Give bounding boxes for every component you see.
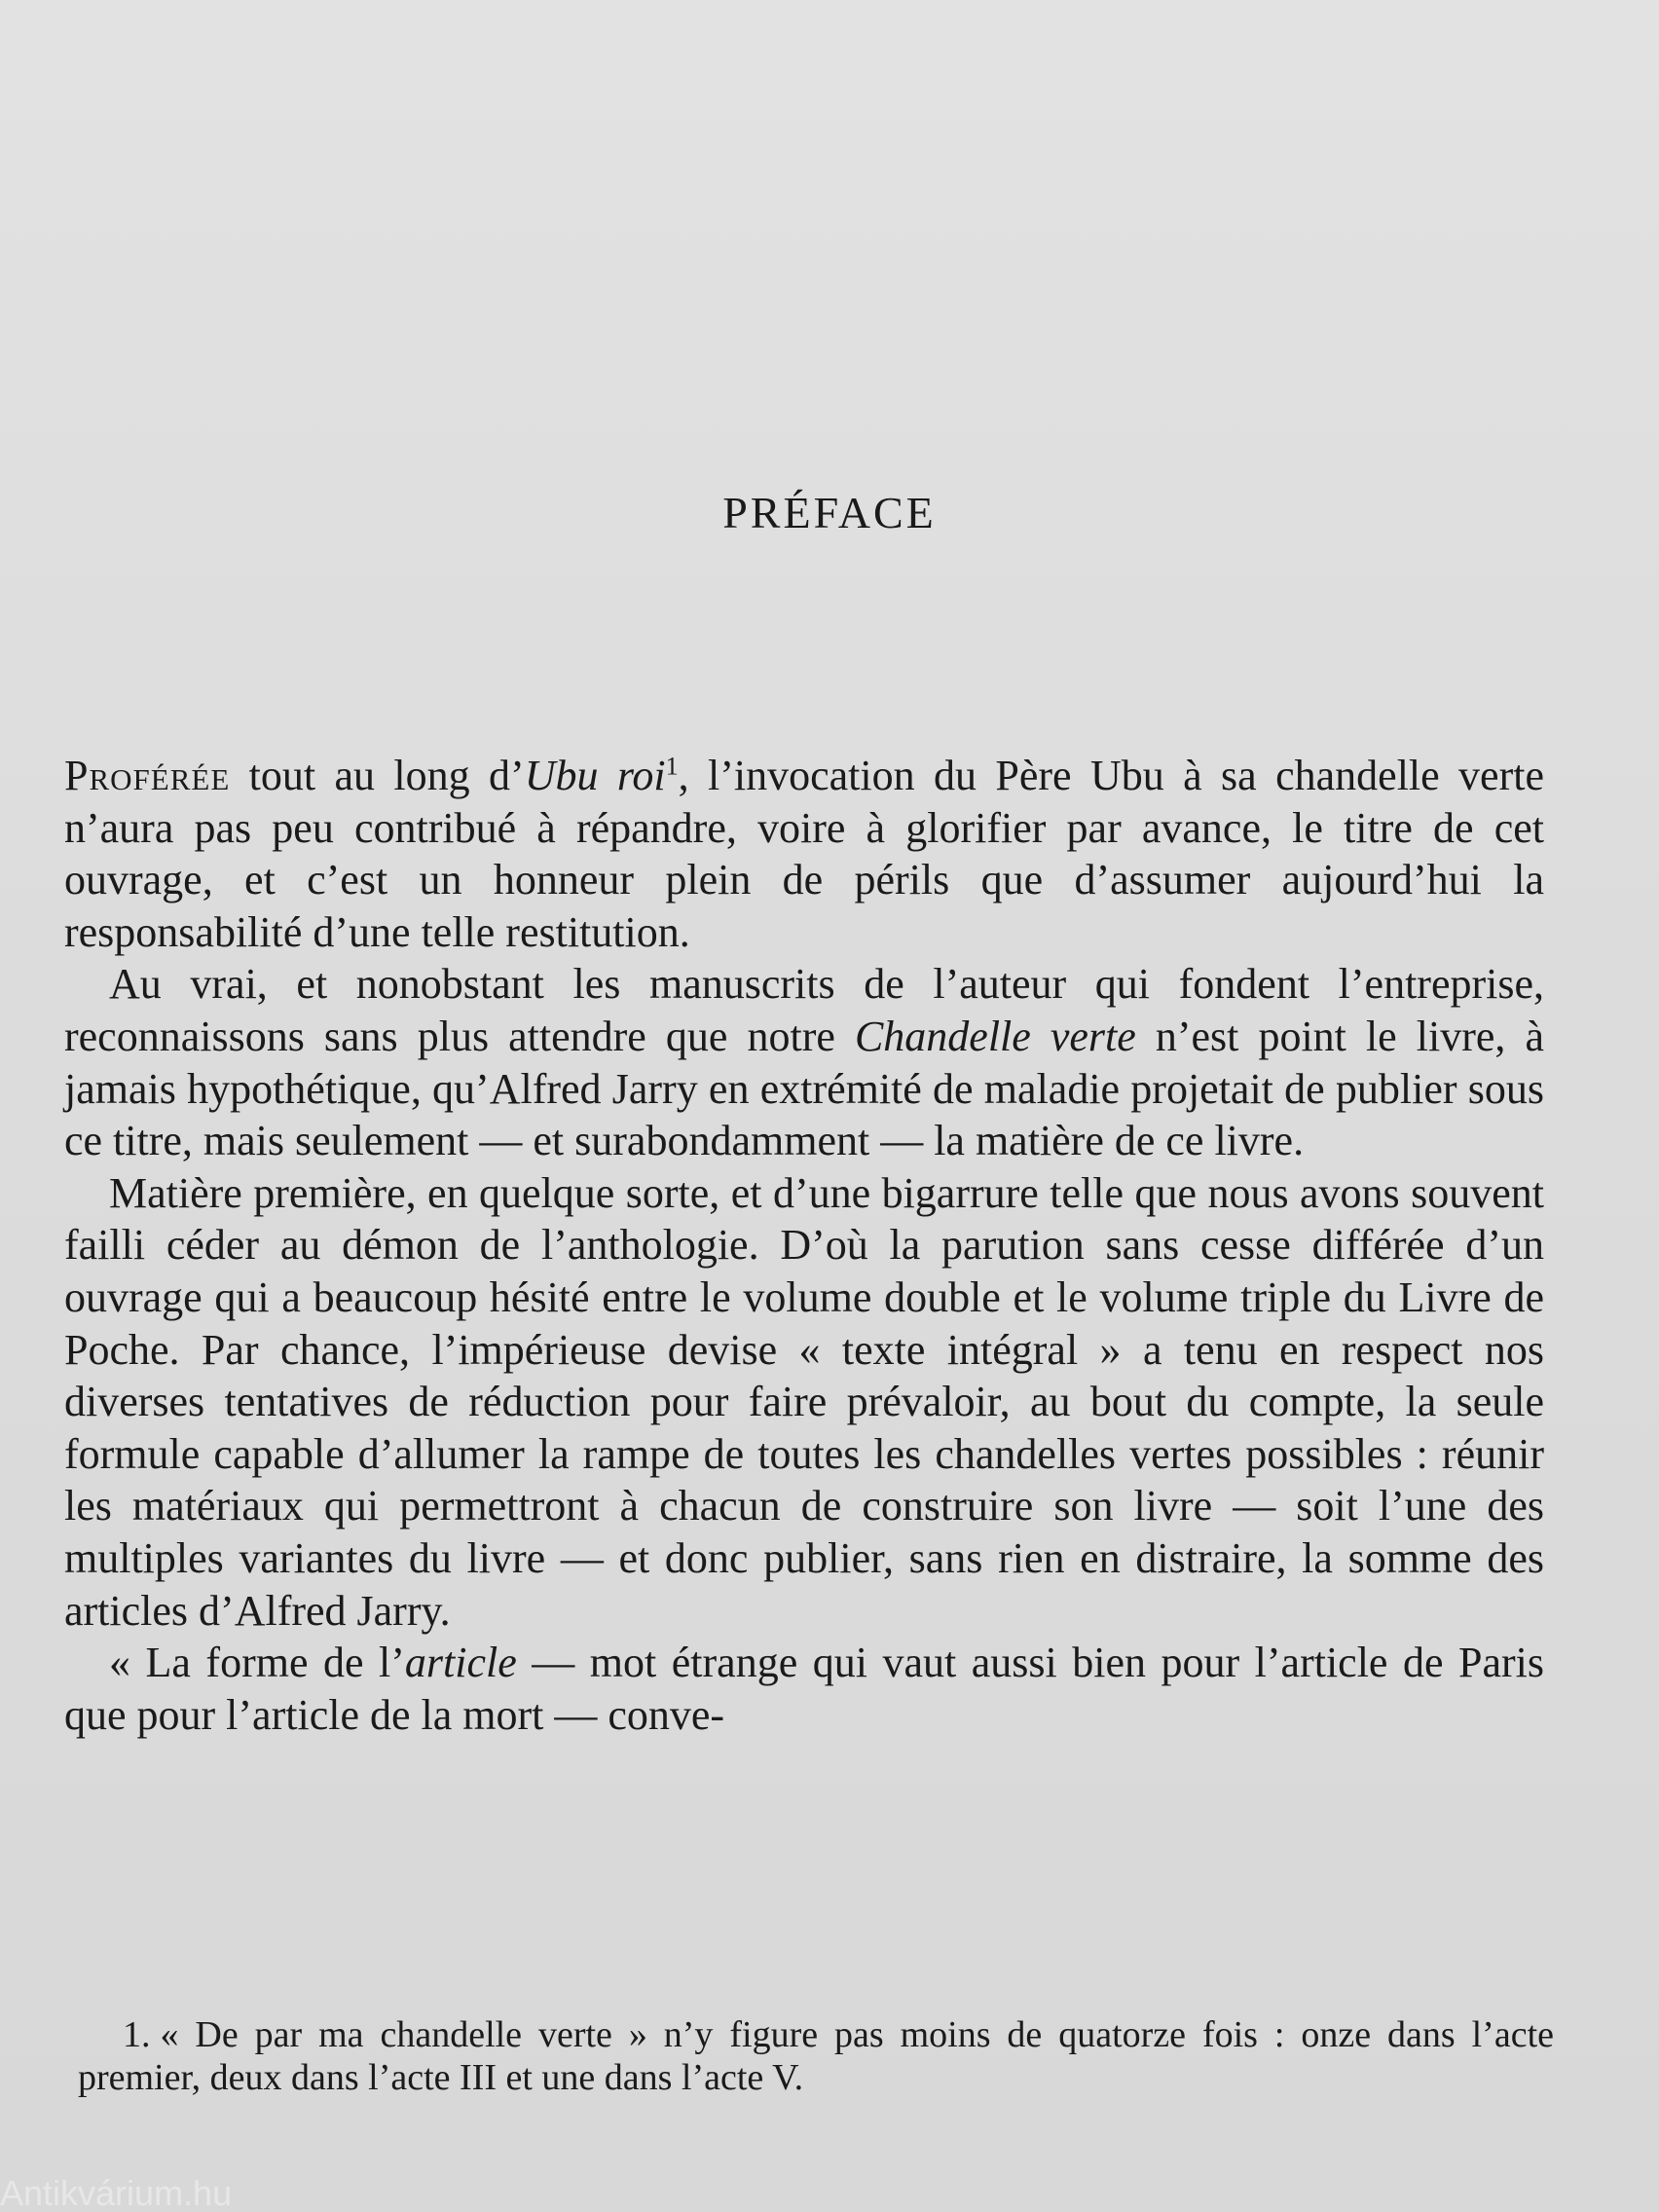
watermark: Antikvárium.hu [0, 2173, 233, 2212]
paragraph-2-text-b: n’est point le livre, à jamais hypothétique, qu’Alfred Jarry en extrémité de maladie projetait de publier sous ce titre, mais seulement — et surabondamment — la matière de ce livre. [64, 1012, 1544, 1165]
paragraph-2 [64, 958, 1544, 1166]
paragraph-1 [64, 750, 1544, 958]
footnote-reference: 1 [665, 752, 679, 781]
page-title: PRÉFACE [722, 488, 937, 537]
paragraph-1-italic-title: Ubu roi [524, 752, 666, 799]
paragraph-4-text-a: « La forme de l’ [109, 1639, 405, 1687]
footnote-text: « De par ma chandelle verte » n’y figure pas moins de quatorze fois : onze dans l’acte premier, deux dans l’acte III et une dans l’acte V. [78, 2014, 1554, 2098]
paragraph-4 [64, 1637, 1544, 1741]
paragraph-1-lead-word: Proférée [64, 752, 231, 799]
paragraph-4-italic-word: article [404, 1639, 517, 1687]
footnote-number: 1. [123, 2014, 151, 2055]
preface-body [64, 750, 1544, 1741]
footnote [78, 2013, 1554, 2099]
paragraph-3: Matière première, en quelque sorte, et d’une bigarrure telle que nous avons souvent failli céder au démon de l’anthologie. D’où la parution sans cesse différée d’un ouvrage qui a beaucoup hésité entre le volume double et le volume triple du Livre de Poche. Par chance, l’impérieuse devise « texte intégral » a tenu en respect nos diverses tentatives de réduction pour faire prévaloir, au bout du compte, la seule formule capable d’allumer la rampe de toutes les chandelles vertes possibles : réunir les matériaux qui permettront à chacun de construire son livre — soit l’une des multiples variantes du livre — et donc publier, sans rien en distraire, la somme des articles d’Alfred Jarry. [64, 1168, 1544, 1635]
paragraph-2-text-a: Au vrai, et nonobstant les manuscrits de l’auteur qui fondent l’entreprise, reconnaissons sans plus attendre que notre [64, 960, 1544, 1060]
paragraph-1-text-a: tout au long d’ [230, 752, 525, 799]
paragraph-1-text-b: , l’invocation du Père Ubu à sa chandelle verte n’aura pas peu contribué à répandre, voire à glorifier par avance, le titre de cet ouvrage, et c’est un honneur plein de périls que d’assumer aujourd’hui la responsabilité d’une telle restitution. [64, 752, 1544, 956]
paragraph-4-text-b: — mot étrange qui vaut aussi bien pour l’article de Paris que pour l’article de la mort — conve- [64, 1639, 1545, 1739]
paragraph-2-italic-title: Chandelle verte [854, 1012, 1136, 1060]
